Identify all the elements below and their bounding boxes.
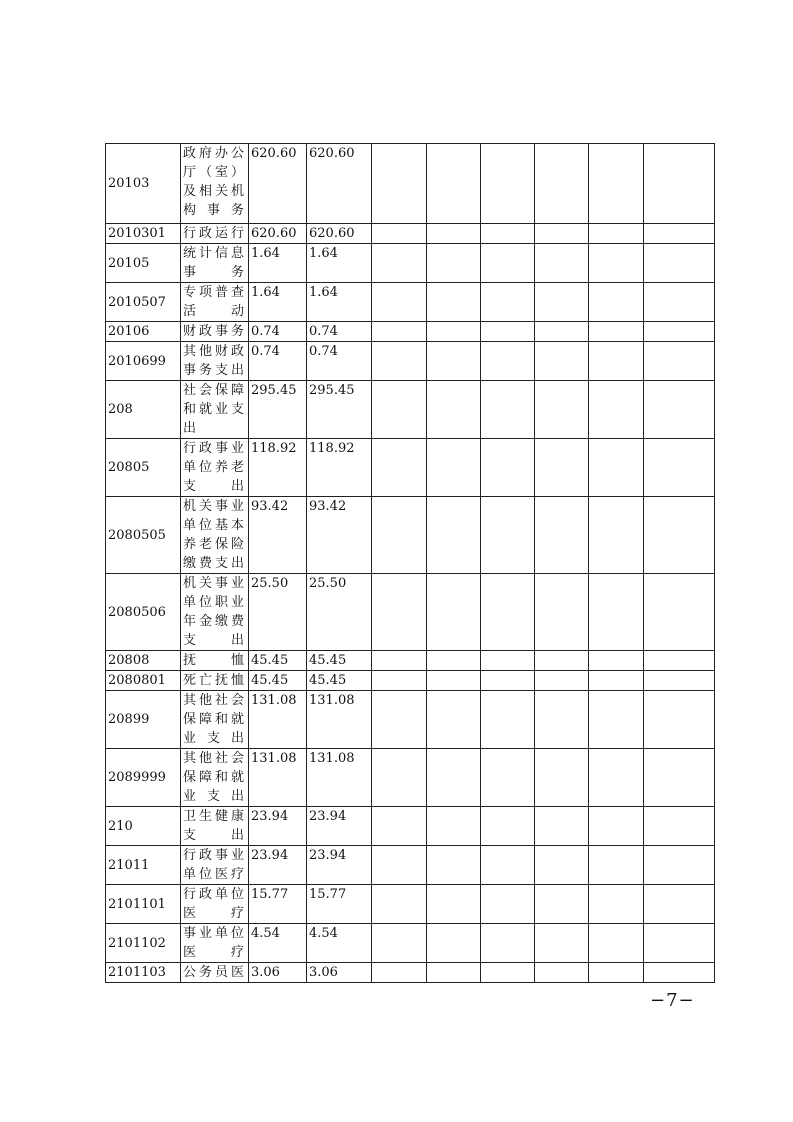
amount-total: 15.77 bbox=[249, 885, 307, 924]
item-name: 行政运行 bbox=[181, 224, 249, 244]
empty-cell bbox=[644, 671, 715, 691]
item-code: 2010301 bbox=[106, 224, 181, 244]
empty-cell bbox=[589, 885, 644, 924]
empty-cell bbox=[372, 963, 427, 983]
item-name: 其他社会保障和就业支出 bbox=[181, 691, 249, 749]
amount-basic: 0.74 bbox=[307, 342, 372, 381]
empty-cell bbox=[589, 244, 644, 283]
item-code: 20106 bbox=[106, 322, 181, 342]
item-name: 机关事业单位职业年金缴费支出 bbox=[181, 574, 249, 651]
empty-cell bbox=[427, 807, 481, 846]
empty-cell bbox=[535, 244, 589, 283]
empty-cell bbox=[427, 691, 481, 749]
empty-cell bbox=[481, 846, 535, 885]
amount-total: 25.50 bbox=[249, 574, 307, 651]
empty-cell bbox=[589, 671, 644, 691]
item-name: 行政单位医疗 bbox=[181, 885, 249, 924]
empty-cell bbox=[535, 651, 589, 671]
table-row bbox=[106, 924, 715, 963]
empty-cell bbox=[589, 224, 644, 244]
table-row bbox=[106, 691, 715, 749]
amount-total: 1.64 bbox=[249, 244, 307, 283]
empty-cell bbox=[427, 651, 481, 671]
item-name: 财政事务 bbox=[181, 322, 249, 342]
empty-cell bbox=[644, 885, 715, 924]
empty-cell bbox=[427, 322, 481, 342]
empty-cell bbox=[589, 807, 644, 846]
empty-cell bbox=[535, 224, 589, 244]
amount-total: 1.64 bbox=[249, 283, 307, 322]
item-name: 政府办公厅（室）及相关机构事务 bbox=[181, 144, 249, 224]
empty-cell bbox=[535, 283, 589, 322]
table-row bbox=[106, 439, 715, 497]
item-code: 20899 bbox=[106, 691, 181, 749]
amount-basic: 25.50 bbox=[307, 574, 372, 651]
empty-cell bbox=[427, 749, 481, 807]
empty-cell bbox=[535, 749, 589, 807]
empty-cell bbox=[481, 497, 535, 574]
empty-cell bbox=[427, 671, 481, 691]
amount-basic: 4.54 bbox=[307, 924, 372, 963]
item-name: 机关事业单位基本养老保险缴费支出 bbox=[181, 497, 249, 574]
empty-cell bbox=[481, 807, 535, 846]
amount-basic: 23.94 bbox=[307, 807, 372, 846]
empty-cell bbox=[481, 963, 535, 983]
empty-cell bbox=[589, 963, 644, 983]
empty-cell bbox=[535, 322, 589, 342]
amount-total: 0.74 bbox=[249, 342, 307, 381]
empty-cell bbox=[535, 144, 589, 224]
empty-cell bbox=[644, 322, 715, 342]
item-name: 抚恤 bbox=[181, 651, 249, 671]
empty-cell bbox=[644, 924, 715, 963]
amount-total: 620.60 bbox=[249, 144, 307, 224]
amount-total: 45.45 bbox=[249, 651, 307, 671]
empty-cell bbox=[644, 342, 715, 381]
empty-cell bbox=[427, 497, 481, 574]
empty-cell bbox=[427, 846, 481, 885]
empty-cell bbox=[372, 885, 427, 924]
empty-cell bbox=[427, 224, 481, 244]
empty-cell bbox=[589, 924, 644, 963]
table-row bbox=[106, 342, 715, 381]
item-code: 2101101 bbox=[106, 885, 181, 924]
empty-cell bbox=[535, 439, 589, 497]
empty-cell bbox=[372, 846, 427, 885]
empty-cell bbox=[589, 651, 644, 671]
table-row bbox=[106, 283, 715, 322]
empty-cell bbox=[372, 381, 427, 439]
table-row bbox=[106, 497, 715, 574]
amount-total: 93.42 bbox=[249, 497, 307, 574]
amount-basic: 620.60 bbox=[307, 224, 372, 244]
table-row bbox=[106, 749, 715, 807]
amount-basic: 118.92 bbox=[307, 439, 372, 497]
empty-cell bbox=[372, 283, 427, 322]
empty-cell bbox=[372, 807, 427, 846]
empty-cell bbox=[427, 381, 481, 439]
table-row bbox=[106, 322, 715, 342]
empty-cell bbox=[535, 671, 589, 691]
empty-cell bbox=[481, 144, 535, 224]
empty-cell bbox=[589, 691, 644, 749]
empty-cell bbox=[481, 342, 535, 381]
item-code: 208 bbox=[106, 381, 181, 439]
item-code: 2010507 bbox=[106, 283, 181, 322]
amount-total: 23.94 bbox=[249, 846, 307, 885]
empty-cell bbox=[589, 342, 644, 381]
item-code: 2101102 bbox=[106, 924, 181, 963]
empty-cell bbox=[589, 439, 644, 497]
empty-cell bbox=[481, 574, 535, 651]
empty-cell bbox=[535, 574, 589, 651]
empty-cell bbox=[535, 807, 589, 846]
empty-cell bbox=[644, 224, 715, 244]
amount-total: 0.74 bbox=[249, 322, 307, 342]
empty-cell bbox=[481, 439, 535, 497]
empty-cell bbox=[644, 283, 715, 322]
item-code: 210 bbox=[106, 807, 181, 846]
amount-total: 131.08 bbox=[249, 749, 307, 807]
empty-cell bbox=[644, 144, 715, 224]
empty-cell bbox=[427, 342, 481, 381]
item-name: 行政事业单位医疗 bbox=[181, 846, 249, 885]
table-row bbox=[106, 671, 715, 691]
empty-cell bbox=[644, 439, 715, 497]
empty-cell bbox=[535, 924, 589, 963]
item-name: 其他财政事务支出 bbox=[181, 342, 249, 381]
empty-cell bbox=[372, 144, 427, 224]
item-name: 统计信息事务 bbox=[181, 244, 249, 283]
table-row bbox=[106, 224, 715, 244]
amount-total: 295.45 bbox=[249, 381, 307, 439]
empty-cell bbox=[372, 671, 427, 691]
item-code: 2089999 bbox=[106, 749, 181, 807]
item-code: 20805 bbox=[106, 439, 181, 497]
empty-cell bbox=[481, 322, 535, 342]
empty-cell bbox=[372, 924, 427, 963]
empty-cell bbox=[535, 381, 589, 439]
empty-cell bbox=[589, 749, 644, 807]
table-row bbox=[106, 651, 715, 671]
empty-cell bbox=[427, 244, 481, 283]
amount-total: 118.92 bbox=[249, 439, 307, 497]
empty-cell bbox=[644, 244, 715, 283]
amount-total: 45.45 bbox=[249, 671, 307, 691]
empty-cell bbox=[372, 691, 427, 749]
empty-cell bbox=[372, 342, 427, 381]
item-name: 专项普查活动 bbox=[181, 283, 249, 322]
item-name: 卫生健康支出 bbox=[181, 807, 249, 846]
empty-cell bbox=[644, 807, 715, 846]
item-code: 2080506 bbox=[106, 574, 181, 651]
item-code: 2101103 bbox=[106, 963, 181, 983]
amount-basic: 45.45 bbox=[307, 651, 372, 671]
empty-cell bbox=[427, 144, 481, 224]
empty-cell bbox=[372, 497, 427, 574]
table-row bbox=[106, 574, 715, 651]
item-code: 20105 bbox=[106, 244, 181, 283]
table-row bbox=[106, 963, 715, 983]
empty-cell bbox=[481, 671, 535, 691]
empty-cell bbox=[427, 963, 481, 983]
empty-cell bbox=[535, 963, 589, 983]
empty-cell bbox=[644, 651, 715, 671]
empty-cell bbox=[481, 244, 535, 283]
amount-basic: 15.77 bbox=[307, 885, 372, 924]
table-row bbox=[106, 885, 715, 924]
table-row bbox=[106, 807, 715, 846]
empty-cell bbox=[644, 963, 715, 983]
empty-cell bbox=[427, 924, 481, 963]
empty-cell bbox=[481, 885, 535, 924]
empty-cell bbox=[427, 574, 481, 651]
item-code: 2080801 bbox=[106, 671, 181, 691]
amount-basic: 3.06 bbox=[307, 963, 372, 983]
empty-cell bbox=[535, 846, 589, 885]
empty-cell bbox=[589, 381, 644, 439]
empty-cell bbox=[372, 651, 427, 671]
empty-cell bbox=[589, 497, 644, 574]
empty-cell bbox=[427, 283, 481, 322]
empty-cell bbox=[481, 651, 535, 671]
item-name: 其他社会保障和就业支出 bbox=[181, 749, 249, 807]
table-body bbox=[106, 144, 715, 983]
item-code: 2080505 bbox=[106, 497, 181, 574]
table-row bbox=[106, 846, 715, 885]
empty-cell bbox=[535, 691, 589, 749]
item-name: 公务员医 bbox=[181, 963, 249, 983]
empty-cell bbox=[535, 885, 589, 924]
empty-cell bbox=[589, 574, 644, 651]
amount-basic: 131.08 bbox=[307, 691, 372, 749]
item-name: 事业单位医疗 bbox=[181, 924, 249, 963]
amount-basic: 131.08 bbox=[307, 749, 372, 807]
amount-total: 4.54 bbox=[249, 924, 307, 963]
budget-table bbox=[105, 143, 715, 983]
item-name: 社会保障和就业支出 bbox=[181, 381, 249, 439]
empty-cell bbox=[535, 497, 589, 574]
amount-basic: 0.74 bbox=[307, 322, 372, 342]
item-name: 死亡抚恤 bbox=[181, 671, 249, 691]
empty-cell bbox=[644, 381, 715, 439]
amount-total: 131.08 bbox=[249, 691, 307, 749]
item-code: 2010699 bbox=[106, 342, 181, 381]
empty-cell bbox=[589, 322, 644, 342]
amount-basic: 23.94 bbox=[307, 846, 372, 885]
empty-cell bbox=[589, 283, 644, 322]
empty-cell bbox=[481, 381, 535, 439]
amount-basic: 295.45 bbox=[307, 381, 372, 439]
amount-total: 3.06 bbox=[249, 963, 307, 983]
empty-cell bbox=[644, 691, 715, 749]
table-row bbox=[106, 381, 715, 439]
empty-cell bbox=[372, 439, 427, 497]
empty-cell bbox=[535, 342, 589, 381]
empty-cell bbox=[589, 846, 644, 885]
empty-cell bbox=[427, 885, 481, 924]
amount-basic: 1.64 bbox=[307, 244, 372, 283]
amount-basic: 45.45 bbox=[307, 671, 372, 691]
empty-cell bbox=[644, 497, 715, 574]
table-row bbox=[106, 144, 715, 224]
empty-cell bbox=[481, 691, 535, 749]
empty-cell bbox=[372, 224, 427, 244]
empty-cell bbox=[372, 749, 427, 807]
table-row bbox=[106, 244, 715, 283]
empty-cell bbox=[644, 846, 715, 885]
empty-cell bbox=[644, 749, 715, 807]
empty-cell bbox=[589, 144, 644, 224]
item-code: 20103 bbox=[106, 144, 181, 224]
empty-cell bbox=[644, 574, 715, 651]
empty-cell bbox=[372, 574, 427, 651]
empty-cell bbox=[481, 224, 535, 244]
amount-basic: 620.60 bbox=[307, 144, 372, 224]
empty-cell bbox=[481, 283, 535, 322]
page-number: −7− bbox=[650, 990, 695, 1011]
amount-total: 620.60 bbox=[249, 224, 307, 244]
empty-cell bbox=[481, 924, 535, 963]
item-code: 20808 bbox=[106, 651, 181, 671]
item-name: 行政事业单位养老支出 bbox=[181, 439, 249, 497]
empty-cell bbox=[481, 749, 535, 807]
empty-cell bbox=[372, 322, 427, 342]
item-code: 21011 bbox=[106, 846, 181, 885]
amount-total: 23.94 bbox=[249, 807, 307, 846]
amount-basic: 1.64 bbox=[307, 283, 372, 322]
empty-cell bbox=[372, 244, 427, 283]
amount-basic: 93.42 bbox=[307, 497, 372, 574]
empty-cell bbox=[427, 439, 481, 497]
